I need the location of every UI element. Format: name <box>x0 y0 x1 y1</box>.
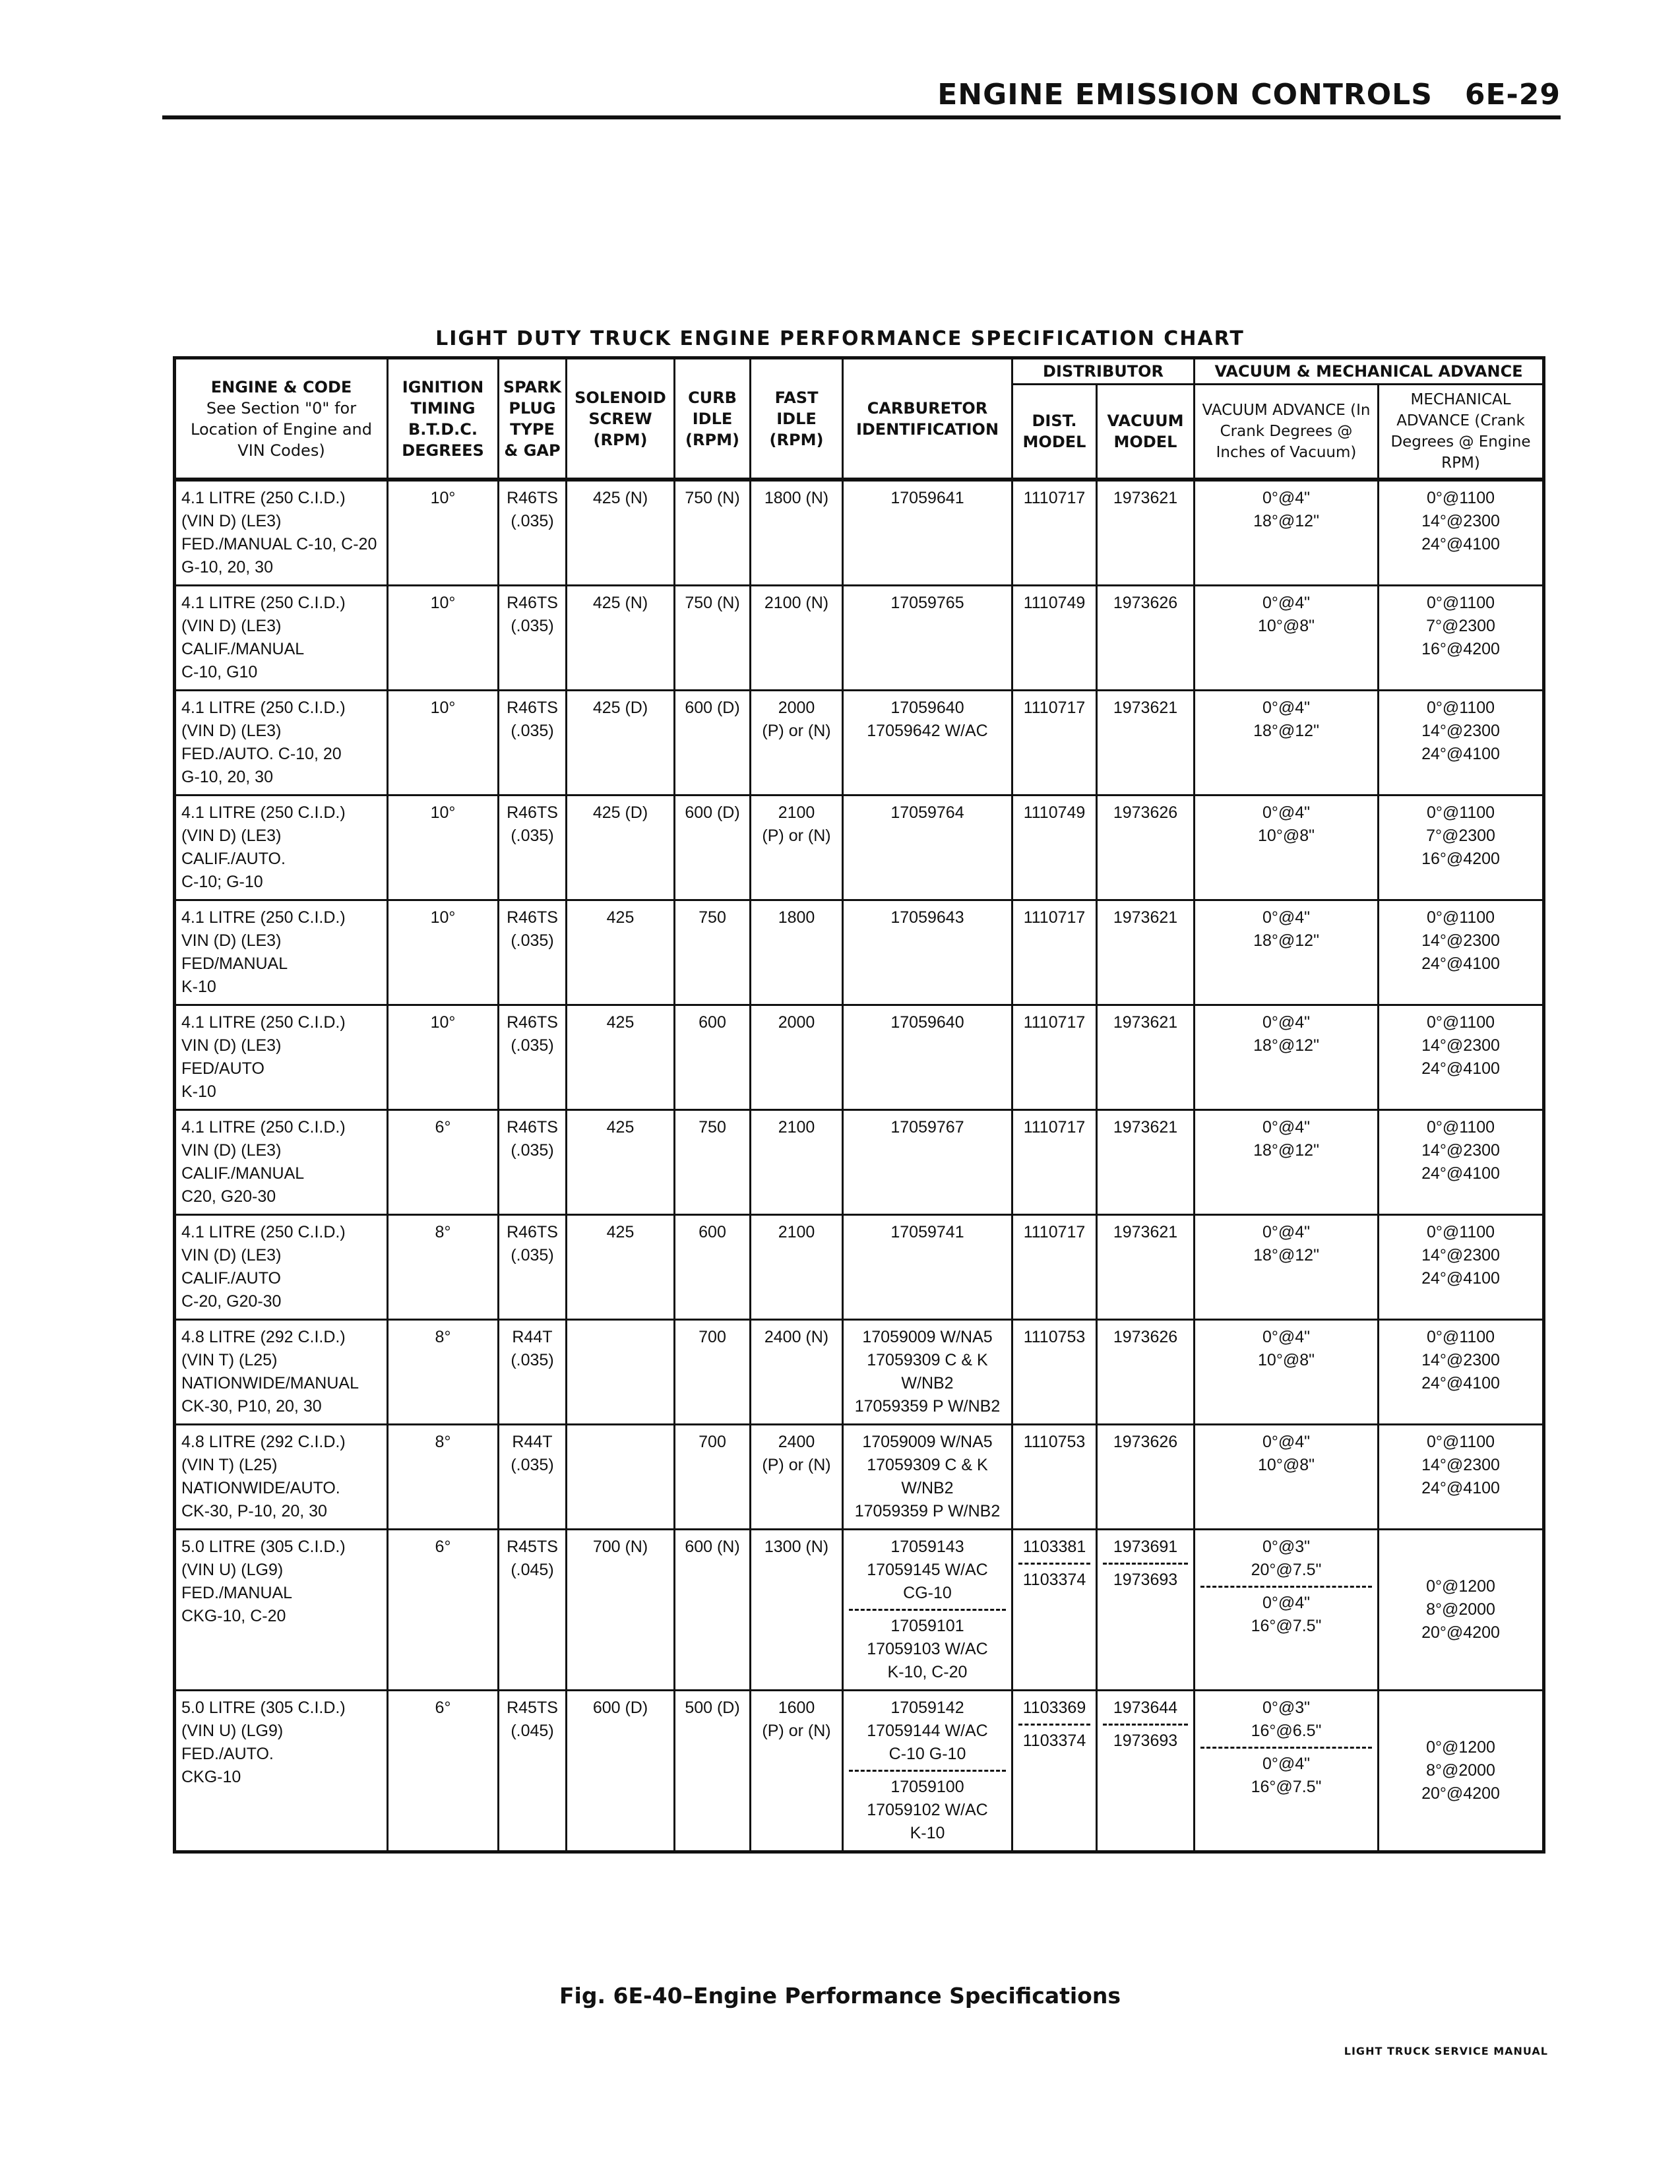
cell-fast: 2400 (N) <box>751 1320 843 1425</box>
cell-curb: 700 <box>675 1425 751 1530</box>
cell-vacuum-advance-lower: 0°@4" 16°@7.5" <box>1251 1594 1322 1635</box>
cell-mech-advance: 0°@1100 14°@2300 24°@4100 <box>1379 900 1544 1005</box>
col-timing: IGNITION TIMING B.T.D.C. DEGREES <box>388 358 499 480</box>
cell-fast: 2100 (N) <box>751 586 843 691</box>
col-curb: CURB IDLE (RPM) <box>675 358 751 480</box>
col-engine: ENGINE & CODE See Section "0" for Location of Engine and VIN Codes) <box>175 358 388 480</box>
dashed-divider <box>849 1770 1006 1772</box>
cell-plug: R46TS (.035) <box>499 796 567 900</box>
cell-dist-model: 1110717 <box>1012 480 1097 586</box>
dashed-divider <box>1200 1586 1372 1588</box>
cell-plug: R46TS (.035) <box>499 900 567 1005</box>
cell-solenoid: 600 (D) <box>567 1691 675 1852</box>
cell-solenoid: 425 (D) <box>567 796 675 900</box>
cell-timing: 10° <box>388 900 499 1005</box>
cell-carb: 17059764 <box>843 796 1012 900</box>
cell-vacuum-advance: 0°@4" 10°@8" <box>1195 1320 1379 1425</box>
cell-curb: 750 <box>675 900 751 1005</box>
cell-curb: 750 <box>675 1110 751 1215</box>
cell-vacuum-model: 1973626 <box>1097 1320 1195 1425</box>
cell-timing: 8° <box>388 1215 499 1320</box>
table-row <box>175 1110 1544 1215</box>
cell-vacuum-model-lower: 1973693 <box>1113 1732 1178 1750</box>
cell-dist-model: 1110749 <box>1012 586 1097 691</box>
cell-dist-model: 1110753 <box>1012 1425 1097 1530</box>
table-row-split <box>175 1530 1544 1691</box>
dashed-divider <box>1200 1747 1372 1749</box>
table-row <box>175 1005 1544 1110</box>
cell-mech-advance: 0°@1100 14°@2300 24°@4100 <box>1379 1110 1544 1215</box>
table-row-split <box>175 1691 1544 1852</box>
cell-timing: 10° <box>388 796 499 900</box>
col-carb: CARBURETOR IDENTIFICATION <box>843 358 1012 480</box>
cell-plug: R46TS (.035) <box>499 586 567 691</box>
cell-dist-model-lower: 1103374 <box>1022 1732 1086 1750</box>
cell-plug: R46TS (.035) <box>499 1215 567 1320</box>
cell-carb: 17059641 <box>843 480 1012 586</box>
header-rule <box>162 115 1561 119</box>
cell-carb <box>843 1530 1012 1691</box>
cell-curb: 750 (N) <box>675 586 751 691</box>
cell-mech-advance: 0°@1100 14°@2300 24°@4100 <box>1379 1005 1544 1110</box>
cell-curb: 500 (D) <box>675 1691 751 1852</box>
cell-vacuum-advance: 0°@4" 18°@12" <box>1195 900 1379 1005</box>
cell-carb: 17059767 <box>843 1110 1012 1215</box>
cell-dist-model: 1110717 <box>1012 691 1097 796</box>
cell-curb: 600 (N) <box>675 1530 751 1691</box>
cell-engine: 4.1 LITRE (250 C.I.D.) (VIN D) (LE3) FED./MANUAL C-10, C-20 G-10, 20, 30 <box>175 480 388 586</box>
col-distributor-group: DISTRIBUTOR <box>1012 358 1195 385</box>
col-mech-advance: MECHANICAL ADVANCE (Crank Degrees @ Engine RPM) <box>1379 385 1544 480</box>
cell-mech-advance: 0°@1100 7°@2300 16°@4200 <box>1379 796 1544 900</box>
page-header <box>162 78 1561 119</box>
cell-solenoid <box>567 1425 675 1530</box>
table-row <box>175 1320 1544 1425</box>
cell-engine: 4.1 LITRE (250 C.I.D.) VIN (D) (LE3) FED/MANUAL K-10 <box>175 900 388 1005</box>
cell-vacuum-model: 1973626 <box>1097 796 1195 900</box>
col-plug: SPARK PLUG TYPE & GAP <box>499 358 567 480</box>
cell-vacuum-model: 1973621 <box>1097 1215 1195 1320</box>
cell-fast: 2100 (P) or (N) <box>751 796 843 900</box>
cell-curb: 750 (N) <box>675 480 751 586</box>
cell-vacuum-advance: 0°@4" 10°@8" <box>1195 586 1379 691</box>
cell-carb: 17059009 W/NA5 17059309 C & K W/NB2 17059359 P W/NB2 <box>843 1320 1012 1425</box>
cell-curb: 600 <box>675 1005 751 1110</box>
cell-vacuum-advance: 0°@4" 10°@8" <box>1195 1425 1379 1530</box>
cell-engine: 4.8 LITRE (292 C.I.D.) (VIN T) (L25) NATIONWIDE/AUTO. CK-30, P-10, 20, 30 <box>175 1425 388 1530</box>
cell-solenoid: 700 (N) <box>567 1530 675 1691</box>
cell-vacuum-advance: 0°@4" 18°@12" <box>1195 691 1379 796</box>
cell-solenoid: 425 <box>567 900 675 1005</box>
cell-vacuum-model: 1973621 <box>1097 1110 1195 1215</box>
cell-vacuum-model: 1973621 <box>1097 1005 1195 1110</box>
cell-dist-model: 1110717 <box>1012 900 1097 1005</box>
col-advance-group: VACUUM & MECHANICAL ADVANCE <box>1195 358 1544 385</box>
cell-dist-model <box>1012 1530 1097 1691</box>
cell-mech-advance: 0°@1100 14°@2300 24°@4100 <box>1379 691 1544 796</box>
cell-vacuum-advance: 0°@4" 10°@8" <box>1195 796 1379 900</box>
cell-engine: 4.1 LITRE (250 C.I.D.) VIN (D) (LE3) CALIF./AUTO C-20, G20-30 <box>175 1215 388 1320</box>
cell-mech-advance: 0°@1100 14°@2300 24°@4100 <box>1379 1215 1544 1320</box>
table-row <box>175 796 1544 900</box>
table-row <box>175 900 1544 1005</box>
cell-carb-upper: 17059143 17059145 W/AC CG-10 <box>867 1538 988 1602</box>
cell-vacuum-model-upper: 1973691 <box>1113 1538 1178 1556</box>
cell-engine: 4.1 LITRE (250 C.I.D.) VIN (D) (LE3) CALIF./MANUAL C20, G20-30 <box>175 1110 388 1215</box>
cell-vacuum-model: 1973621 <box>1097 480 1195 586</box>
cell-dist-model-upper: 1103369 <box>1022 1699 1086 1717</box>
cell-solenoid: 425 <box>567 1005 675 1110</box>
cell-vacuum-advance: 0°@4" 18°@12" <box>1195 480 1379 586</box>
col-vacuum-advance: VACUUM ADVANCE (In Crank Degrees @ Inches of Vacuum) <box>1195 385 1379 480</box>
cell-timing: 6° <box>388 1110 499 1215</box>
dashed-divider <box>849 1609 1006 1611</box>
table-row <box>175 480 1544 586</box>
cell-vacuum-advance: 0°@4" 18°@12" <box>1195 1005 1379 1110</box>
col-fast: FAST IDLE (RPM) <box>751 358 843 480</box>
table-row <box>175 691 1544 796</box>
cell-vacuum-advance: 0°@4" 18°@12" <box>1195 1215 1379 1320</box>
table-body <box>175 480 1544 1852</box>
dashed-divider <box>1103 1724 1188 1726</box>
cell-vacuum-advance-lower: 0°@4" 16°@7.5" <box>1251 1755 1322 1796</box>
col-engine-sub: See Section "0" for Location of Engine and VIN Codes) <box>191 398 372 460</box>
cell-vacuum-model: 1973626 <box>1097 1425 1195 1530</box>
cell-engine: 5.0 LITRE (305 C.I.D.) (VIN U) (LG9) FED./AUTO. CKG-10 <box>175 1691 388 1852</box>
cell-plug: R46TS (.035) <box>499 1005 567 1110</box>
cell-plug: R46TS (.035) <box>499 1110 567 1215</box>
figure-caption: Fig. 6E-40–Engine Performance Specifications <box>559 1983 1121 2009</box>
cell-vacuum-advance-upper: 0°@3" 16°@6.5" <box>1251 1699 1322 1740</box>
dashed-divider <box>1018 1563 1090 1565</box>
cell-carb-lower: 17059100 17059102 W/AC K-10 <box>867 1778 988 1842</box>
cell-mech-advance: 0°@1100 14°@2300 24°@4100 <box>1379 1425 1544 1530</box>
cell-engine: 5.0 LITRE (305 C.I.D.) (VIN U) (LG9) FED./MANUAL CKG-10, C-20 <box>175 1530 388 1691</box>
cell-plug: R46TS (.035) <box>499 480 567 586</box>
cell-carb <box>843 1691 1012 1852</box>
cell-carb-upper: 17059142 17059144 W/AC C-10 G-10 <box>867 1699 988 1763</box>
page-title: ENGINE EMISSION CONTROLS 6E-29 <box>937 78 1561 111</box>
dashed-divider <box>1018 1724 1090 1726</box>
cell-dist-model: 1110717 <box>1012 1215 1097 1320</box>
cell-engine: 4.1 LITRE (250 C.I.D.) (VIN D) (LE3) CALIF./MANUAL C-10, G10 <box>175 586 388 691</box>
cell-curb: 600 <box>675 1215 751 1320</box>
cell-vacuum-model: 1973621 <box>1097 691 1195 796</box>
cell-carb: 17059640 17059642 W/AC <box>843 691 1012 796</box>
cell-dist-model <box>1012 1691 1097 1852</box>
footer-text: LIGHT TRUCK SERVICE MANUAL <box>1344 2045 1548 2057</box>
cell-timing: 10° <box>388 480 499 586</box>
cell-timing: 8° <box>388 1425 499 1530</box>
cell-carb: 17059741 <box>843 1215 1012 1320</box>
spec-table <box>173 356 1545 1854</box>
table-header <box>175 358 1544 480</box>
cell-dist-model: 1110749 <box>1012 796 1097 900</box>
cell-vacuum-model: 1973621 <box>1097 900 1195 1005</box>
cell-vacuum-advance <box>1195 1530 1379 1691</box>
cell-vacuum-model <box>1097 1691 1195 1852</box>
cell-solenoid: 425 <box>567 1110 675 1215</box>
table-row <box>175 586 1544 691</box>
cell-engine: 4.1 LITRE (250 C.I.D.) (VIN D) (LE3) FED./AUTO. C-10, 20 G-10, 20, 30 <box>175 691 388 796</box>
cell-mech-advance: 0°@1100 14°@2300 24°@4100 <box>1379 480 1544 586</box>
cell-curb: 600 (D) <box>675 796 751 900</box>
cell-plug: R45TS (.045) <box>499 1691 567 1852</box>
cell-carb: 17059640 <box>843 1005 1012 1110</box>
cell-vacuum-advance: 0°@4" 18°@12" <box>1195 1110 1379 1215</box>
cell-plug: R44T (.035) <box>499 1425 567 1530</box>
cell-plug: R46TS (.035) <box>499 691 567 796</box>
col-dist-model: DIST. MODEL <box>1012 385 1097 480</box>
cell-solenoid: 425 (N) <box>567 480 675 586</box>
cell-fast: 1300 (N) <box>751 1530 843 1691</box>
cell-vacuum-model-upper: 1973644 <box>1113 1699 1178 1717</box>
cell-plug: R44T (.035) <box>499 1320 567 1425</box>
cell-carb: 17059009 W/NA5 17059309 C & K W/NB2 17059359 P W/NB2 <box>843 1425 1012 1530</box>
cell-fast: 2000 (P) or (N) <box>751 691 843 796</box>
cell-plug: R45TS (.045) <box>499 1530 567 1691</box>
cell-timing: 10° <box>388 1005 499 1110</box>
cell-carb: 17059765 <box>843 586 1012 691</box>
cell-vacuum-model-lower: 1973693 <box>1113 1571 1178 1589</box>
cell-solenoid: 425 (N) <box>567 586 675 691</box>
chart-title: LIGHT DUTY TRUCK ENGINE PERFORMANCE SPECIFICATION CHART <box>435 327 1245 350</box>
cell-mech-advance: 0°@1100 14°@2300 24°@4100 <box>1379 1320 1544 1425</box>
col-solenoid: SOLENOID SCREW (RPM) <box>567 358 675 480</box>
cell-solenoid: 425 <box>567 1215 675 1320</box>
cell-dist-model-upper: 1103381 <box>1022 1538 1086 1556</box>
cell-fast: 1600 (P) or (N) <box>751 1691 843 1852</box>
cell-engine: 4.1 LITRE (250 C.I.D.) (VIN D) (LE3) CALIF./AUTO. C-10; G-10 <box>175 796 388 900</box>
cell-fast: 2000 <box>751 1005 843 1110</box>
col-vacuum-model: VACUUM MODEL <box>1097 385 1195 480</box>
cell-dist-model: 1110717 <box>1012 1005 1097 1110</box>
cell-vacuum-advance <box>1195 1691 1379 1852</box>
cell-timing: 8° <box>388 1320 499 1425</box>
table-row <box>175 1215 1544 1320</box>
cell-curb: 600 (D) <box>675 691 751 796</box>
cell-mech-advance: 0°@1200 8°@2000 20°@4200 <box>1379 1691 1544 1852</box>
cell-fast: 2100 <box>751 1110 843 1215</box>
cell-curb: 700 <box>675 1320 751 1425</box>
cell-fast: 1800 <box>751 900 843 1005</box>
cell-engine: 4.8 LITRE (292 C.I.D.) (VIN T) (L25) NATIONWIDE/MANUAL CK-30, P10, 20, 30 <box>175 1320 388 1425</box>
cell-carb: 17059643 <box>843 900 1012 1005</box>
cell-dist-model-lower: 1103374 <box>1022 1571 1086 1589</box>
cell-mech-advance: 0°@1100 7°@2300 16°@4200 <box>1379 586 1544 691</box>
cell-engine: 4.1 LITRE (250 C.I.D.) VIN (D) (LE3) FED/AUTO K-10 <box>175 1005 388 1110</box>
cell-timing: 10° <box>388 691 499 796</box>
cell-timing: 6° <box>388 1530 499 1691</box>
cell-dist-model: 1110717 <box>1012 1110 1097 1215</box>
dashed-divider <box>1103 1563 1188 1565</box>
cell-solenoid: 425 (D) <box>567 691 675 796</box>
cell-mech-advance: 0°@1200 8°@2000 20°@4200 <box>1379 1530 1544 1691</box>
cell-fast: 2400 (P) or (N) <box>751 1425 843 1530</box>
cell-solenoid <box>567 1320 675 1425</box>
cell-vacuum-model: 1973626 <box>1097 586 1195 691</box>
cell-timing: 10° <box>388 586 499 691</box>
cell-fast: 1800 (N) <box>751 480 843 586</box>
cell-vacuum-model <box>1097 1530 1195 1691</box>
table-row <box>175 1425 1544 1530</box>
cell-vacuum-advance-upper: 0°@3" 20°@7.5" <box>1251 1538 1322 1579</box>
cell-carb-lower: 17059101 17059103 W/AC K-10, C-20 <box>867 1617 988 1681</box>
cell-timing: 6° <box>388 1691 499 1852</box>
cell-dist-model: 1110753 <box>1012 1320 1097 1425</box>
cell-fast: 2100 <box>751 1215 843 1320</box>
